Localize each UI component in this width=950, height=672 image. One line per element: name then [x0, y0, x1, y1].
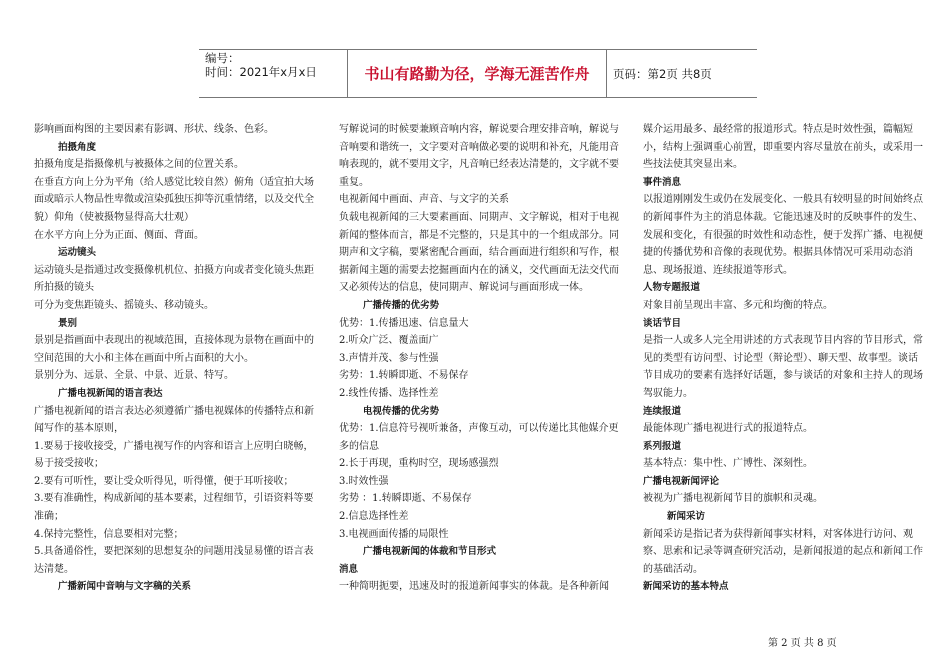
page-header — [199, 49, 757, 98]
paragraph: 4.保持完整性，信息要相对完整； — [34, 528, 184, 540]
paragraph: 电视新闻中画面、声音、与文字的关系 — [339, 194, 509, 206]
paragraph: 优势：1.传播迅速、信息量大 — [339, 317, 469, 329]
section-heading: 连续报道 — [643, 405, 682, 417]
paragraph: 基本特点：集中性、广博性、深刻性。 — [643, 458, 813, 470]
section-heading: 人物专题报道 — [643, 282, 701, 294]
text-column-1 — [34, 121, 316, 596]
section-heading: 谈话节目 — [643, 317, 682, 329]
section-heading: 电视传播的优劣势 — [363, 405, 440, 417]
paragraph: 新闻采访是指记者为获得新闻事实材料，对客体进行访问、观察、思索和记录等调查研究活动，是新闻报道的起点和新闻工作的基础活动。 — [643, 528, 923, 575]
paragraph: 2.要有可听性，要让受众听得见，听得懂，便于耳听接收； — [34, 475, 294, 487]
paragraph: 3.时效性强 — [339, 475, 389, 487]
section-heading: 广播电视新闻的语言表达 — [58, 387, 163, 399]
section-heading: 广播传播的优劣势 — [363, 299, 440, 311]
paragraph: 是指一人或多人完全用讲述的方式表现节目内容的节目形式，常见的类型有访问型、讨论型（辩论型）、聊天型、故事型。谈话节目成功的要素有选择好话题，参与谈话的对象和主持人的现场驾驭能力。 — [643, 335, 923, 399]
section-heading: 新闻采访的基本特点 — [643, 581, 729, 593]
paragraph: 3.电视画面传播的局限性 — [339, 528, 449, 540]
paragraph: 一种简明扼要，迅速及时的报道新闻事实的体裁。是各种新闻 — [339, 581, 609, 593]
paragraph: 2.长于再现，重构时空，现场感强烈 — [339, 458, 499, 470]
section-heading: 广播新闻中音响与文字稿的关系 — [58, 581, 192, 593]
paragraph: 在垂直方向上分为平角（给人感觉比较自然）俯角（适宜拍大场面或暗示人物品性卑微或渲染孤独压抑等沉重情绪，以及交代全貌）仰角（使被摄物显得高大壮观） — [34, 176, 314, 223]
header-page-number: 页码：第2页 共8页 — [613, 67, 712, 81]
text-column-3 — [643, 121, 926, 596]
paragraph: 2.线性传播、选择性差 — [339, 387, 439, 399]
paragraph: 景别是指画面中表现出的视域范围，直接体现为景物在画面中的空间范围的大小和主体在画面中所占面积的大小。 — [34, 335, 314, 364]
paragraph: 最能体现广播电视进行式的报道特点。 — [643, 423, 813, 435]
paragraph: 以报道刚刚发生或仍在发展变化、一般具有较明显的时间始终点的新闻事件为主的消息体裁。它能迅速及时的反映事件的发生、发展和变化，有很强的时效性和动态性，便于发挥广播、电视便捷的传播优势和音像的表现优势。根据具体情况可采用动态消息、现场报道、连续报道等形式。 — [643, 194, 923, 276]
header-motto: 书山有路勤为径，学海无涯苦作舟 — [347, 50, 607, 97]
paragraph: 劣势：1.转瞬即逝、不易保存 — [339, 370, 469, 382]
paragraph: 可分为变焦距镜头、摇镜头、移动镜头。 — [34, 299, 214, 311]
paragraph: 拍摄角度是指摄像机与被摄体之间的位置关系。 — [34, 159, 244, 171]
paragraph: 劣势 ：1.转瞬即逝、不易保存 — [339, 493, 472, 505]
paragraph: 写解说词的时候要兼顾音响内容，解说要合理安排音响，解说与音响要和谐统一，文字要对音响做必要的说明和补充，凡能用音响表现的，就不要用文字，凡音响已经表达清楚的，文字就不要重复。 — [339, 124, 619, 188]
section-heading: 运动镜头 — [58, 247, 97, 259]
paragraph: 广播电视新闻的语言表达必须遵循广播电视媒体的传播特点和新闻写作的基本原则， — [34, 405, 314, 435]
document-date-label: 时间：2021年x月x日 — [205, 65, 317, 79]
paragraph: 媒介运用最多、最经常的报道形式。特点是时效性强，篇幅短小，结构上强调重心前置，即重要内容尽量放在前头，或采用一些技法使其突显出来。 — [643, 124, 923, 171]
section-heading: 广播电视新闻的体裁和节目形式 — [363, 546, 497, 558]
paragraph: 3.要有准确性，构成新闻的基本要素，过程细节，引语资料等要准确； — [34, 493, 314, 523]
section-heading: 系列报道 — [643, 440, 682, 452]
paragraph: 景别分为、远景、全景、中景、近景、特写。 — [34, 370, 234, 382]
section-heading: 拍摄角度 — [58, 141, 97, 153]
paragraph: 2.信息选择性差 — [339, 511, 409, 523]
paragraph: 被视为广播电视新闻节目的旗帜和灵魂。 — [643, 493, 823, 505]
section-heading: 新闻采访 — [667, 511, 706, 523]
paragraph: 1.要易于接收接受，广播电视写作的内容和语言上应明白晓畅，易于接受接收； — [34, 440, 314, 470]
section-heading: 广播电视新闻评论 — [643, 475, 720, 487]
paragraph: 2.听众广泛、覆盖面广 — [339, 335, 439, 347]
paragraph: 在水平方向上分为正面、侧面、背面。 — [34, 229, 204, 241]
text-column-2 — [339, 121, 624, 596]
section-heading: 景别 — [58, 317, 78, 329]
paragraph: 运动镜头是指通过改变摄像机机位、拍摄方向或者变化镜头焦距所拍摄的镜头 — [34, 264, 314, 294]
page-footer: 第 2 页 共 8 页 — [768, 638, 837, 649]
header-meta — [205, 51, 317, 79]
document-number-label: 编号： — [205, 51, 240, 65]
paragraph: 影响画面构图的主要因素有影调、形状、线条、色彩。 — [34, 124, 274, 135]
section-heading: 消息 — [339, 563, 359, 575]
paragraph: 3.声情并茂、参与性强 — [339, 352, 439, 364]
paragraph: 5.具备通俗性，要把深刻的思想复杂的问题用浅显易懂的语言表达清楚。 — [34, 546, 314, 575]
section-heading: 事件消息 — [643, 176, 682, 188]
paragraph: 优势：1.信息符号视听兼备，声像互动，可以传递比其他媒介更多的信息 — [339, 423, 619, 452]
paragraph: 对象目前呈现出丰富、多元和均衡的特点。 — [643, 299, 833, 311]
paragraph: 负载电视新闻的三大要素画面、同期声、文字解说，相对于电视新闻的整体而言，都是不完整的，只是其中的一个组成部分。同期声和文字稿，要紧密配合画面，结合画面进行组织和写作，根据新闻主题的需要去挖掘画面内在的涵义，交代画面无法交代而又必须传达的信息，使同期声、解说词与画面形成一体。 — [339, 211, 619, 294]
